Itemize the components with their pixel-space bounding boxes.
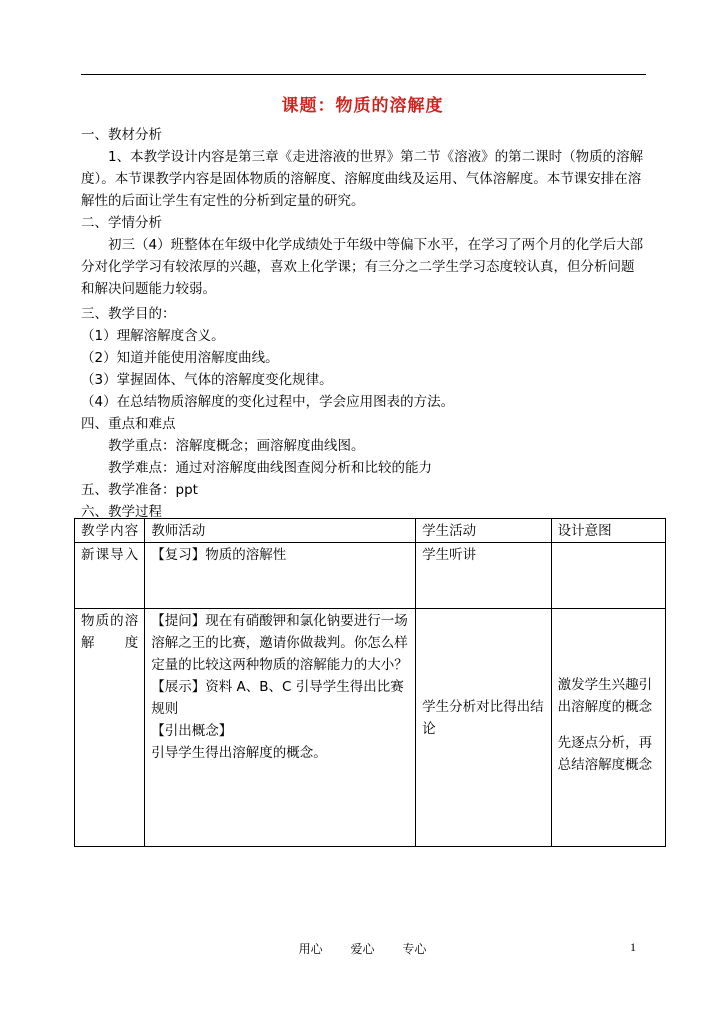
table-cell — [416, 609, 551, 847]
header-cell: 教学内容 — [75, 519, 145, 543]
page-number: 1 — [630, 940, 636, 954]
section-paragraph-1: 1、本教学设计内容是第三章《走进溶液的世界》第二节《溶液》的第二课时（物质的溶解度）。本节课教学内容是固体物质的溶解度、溶解度曲线及运用、气体溶解度。本节课安排在溶解性的后面让学生有定性的分析到定量的研究。 — [81, 149, 644, 209]
table-row — [75, 609, 666, 847]
teacher-activity-line: 【引出概念】 — [151, 723, 233, 739]
student-activity: 学生分析对比得出结论 — [422, 699, 544, 737]
objective-item: （3）掌握固体、气体的溶解度变化规律。 — [81, 372, 333, 388]
teaching-process-table — [74, 518, 666, 847]
header-cell: 学生活动 — [416, 519, 551, 543]
teacher-activity-line: 【展示】资料 A、B、C 引导学生得出比赛规则 — [151, 679, 404, 717]
footer-word: 爱心 — [350, 942, 375, 956]
footer-motto — [0, 940, 725, 957]
objective-item: （4）在总结物质溶解度的变化过程中，学会应用图表的方法。 — [81, 394, 455, 410]
key-point: 教学重点：溶解度概念；画溶解度曲线图。 — [108, 438, 365, 454]
table-header-row — [75, 519, 666, 543]
header-rule — [81, 74, 646, 75]
table-cell — [145, 609, 416, 847]
section-heading-1: 一、教材分析 — [81, 127, 162, 143]
table-cell: 学生听讲 — [416, 543, 551, 609]
design-intent: 激发学生兴趣引出溶解度的概念 — [557, 677, 653, 715]
section-heading-3: 三、教学目的： — [81, 306, 176, 322]
objective-item: （2）知道并能使用溶解度曲线。 — [81, 350, 279, 366]
footer-word: 专心 — [402, 942, 427, 956]
table-cell: 物质的溶解度 — [75, 609, 145, 847]
footer-word: 用心 — [298, 942, 323, 956]
table-cell: 新课导入 — [75, 543, 145, 609]
section-heading-2: 二、学情分析 — [81, 215, 162, 231]
design-intent: 先逐点分析，再总结溶解度概念 — [557, 735, 653, 773]
difficult-point: 教学难点：通过对溶解度曲线图查阅分析和比较的能力 — [108, 460, 432, 476]
header-cell: 教师活动 — [145, 519, 416, 543]
header-cell: 设计意图 — [551, 519, 665, 543]
teacher-activity-line: 【提问】现在有硝酸钾和氯化钠要进行一场溶解之王的比赛，邀请你做裁判。你怎么样定量的比较这两种物质的溶解能力的大小？ — [151, 613, 408, 673]
section-heading-4: 四、重点和难点 — [81, 416, 176, 432]
table-cell — [551, 543, 665, 609]
table-cell — [551, 609, 665, 847]
table-row — [75, 543, 666, 609]
section-heading-5: 五、教学准备：ppt — [81, 482, 198, 498]
page-title: 课题：物质的溶解度 — [281, 96, 444, 116]
teacher-activity-line: 引导学生得出溶解度的概念。 — [151, 745, 327, 761]
document-body — [81, 124, 646, 523]
objective-item: （1）理解溶解度含义。 — [81, 328, 225, 344]
table-cell: 【复习】物质的溶解性 — [145, 543, 416, 609]
section-heading-6: 六、教学过程 — [81, 504, 162, 520]
section-paragraph-2: 初三（4）班整体在年级中化学成绩处于年级中等偏下水平，在学习了两个月的化学后大部分对化学学习有较浓厚的兴趣，喜欢上化学课；有三分之二学生学习态度较认真，但分析问题和解决问题能力较弱。 — [81, 237, 644, 297]
